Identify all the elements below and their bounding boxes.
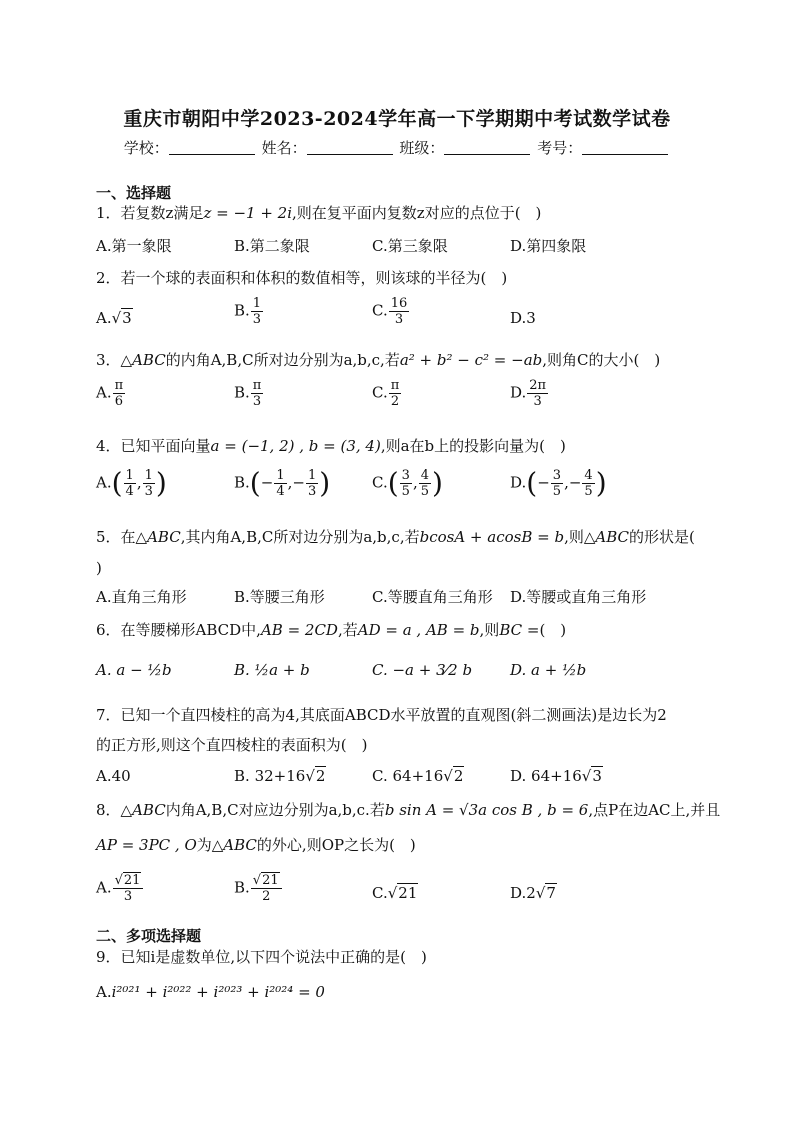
q1-post: ,则在复平面内复数z对应的点位于( )	[292, 204, 542, 222]
q9-a-label: A.	[96, 983, 112, 1001]
q5-option-a[interactable]: A.直角三角形	[96, 588, 187, 606]
question-9: 9．已知i是虚数单位,以下四个说法中正确的是( )	[96, 948, 427, 966]
q4-option-b[interactable]: B.(− $\frac{1}{4}$ ,− $\frac{1}{3}$ )	[234, 466, 331, 500]
q7-option-b[interactable]: B. 32+16√2	[234, 767, 326, 785]
q4-option-d[interactable]: D.(− $\frac{3}{5}$ ,− $\frac{4}{5}$ )	[510, 466, 607, 500]
q7-option-c[interactable]: C. 64+16√2	[372, 767, 464, 785]
q1-option-a[interactable]: A.第一象限	[96, 237, 172, 255]
q8-line2-mid: 为	[196, 836, 212, 854]
question-7-line-2: 的正方形,则这个直四棱柱的表面积为( )	[96, 736, 368, 754]
q8-triangle: △ABC	[120, 801, 166, 819]
q8-pre: 8．	[96, 801, 121, 819]
q8-b-radicand: 21	[262, 873, 279, 888]
q3-option-c[interactable]	[372, 378, 402, 409]
q6-post: ( )	[539, 621, 567, 639]
q4-option-a[interactable]: A.( $\frac{1}{4}$ , $\frac{1}{3}$ )	[96, 466, 167, 500]
q4-c-frac1	[400, 468, 412, 499]
q7-b-label: B.	[234, 767, 250, 785]
q2-a-label: A.	[96, 309, 112, 327]
q3-triangle: △ABC	[120, 351, 166, 369]
q3-a-den: 6	[114, 394, 124, 409]
q4-a-den2: 3	[144, 484, 153, 499]
q2-option-b[interactable]	[234, 296, 264, 327]
q6-mid2: ,则	[479, 621, 500, 639]
q4-c-lparen: (	[387, 466, 399, 500]
q8-d-coef: 2	[526, 884, 536, 902]
q4-d-den2: 5	[584, 484, 593, 499]
q7-d-expr: 64+16	[531, 767, 582, 785]
q3-expr: a² + b² − c² = −ab	[399, 351, 543, 369]
q5-continuation: )	[96, 559, 102, 577]
q2-option-c[interactable]	[372, 296, 410, 327]
school-label: 学校：	[123, 139, 169, 157]
question-8-line-1	[96, 800, 720, 820]
q3-b-num: π	[252, 378, 262, 393]
q4-d-rparen: )	[595, 466, 607, 500]
q8-option-d[interactable]: D.2√7	[510, 884, 556, 902]
section-heading-multi-choice: 二、多项选择题	[96, 927, 202, 945]
q1-option-d[interactable]: D.第四象限	[510, 237, 587, 255]
q9-a-expr: i²⁰²¹ + i²⁰²² + i²⁰²³ + i²⁰²⁴ = 0	[111, 983, 325, 1001]
q8-option-b[interactable]	[234, 873, 283, 904]
q6-expr3: BC =	[499, 621, 540, 639]
q6-mid: ,若	[337, 621, 358, 639]
q3-c-num: π	[390, 378, 400, 393]
q3-option-d[interactable]	[510, 378, 549, 409]
q4-d-frac1	[551, 468, 563, 499]
q3-b-den: 3	[252, 394, 262, 409]
q7-d-radicand: 3	[592, 767, 602, 785]
q2-option-a[interactable]: A.√3	[96, 309, 132, 327]
q8-d-label: D.	[510, 884, 527, 902]
q4-a-frac2	[143, 468, 155, 499]
q4-b-frac1	[274, 468, 286, 499]
q4-c-frac2	[419, 468, 431, 499]
student-info-line	[0, 137, 794, 158]
q7-c-label: C.	[372, 767, 388, 785]
q5-option-b[interactable]: B.等腰三角形	[234, 588, 325, 606]
q3-c-frac	[389, 378, 402, 409]
q8-d-radicand: 7	[546, 884, 556, 902]
question-4	[96, 436, 566, 456]
q4-d-label: D.	[510, 473, 527, 492]
q8-a-den: 3	[123, 889, 133, 904]
q9-option-a[interactable]	[96, 982, 325, 1002]
q5-mid: ,其内角A,B,C所对边分别为a,b,c,若	[180, 528, 420, 546]
q4-c-num1: 3	[401, 468, 410, 483]
q3-a-num: π	[114, 378, 124, 393]
q8-b-frac	[251, 873, 282, 904]
q8-a-num: √21	[113, 873, 144, 889]
q2-option-d[interactable]: D.3	[510, 309, 536, 327]
q4-b-num1: 1	[276, 468, 285, 483]
q7-c-radicand: 2	[453, 767, 464, 785]
q3-a-label: A.	[96, 383, 112, 402]
question-5	[96, 527, 695, 547]
page-title: 重庆市朝阳中学2023-2024学年高一下学期期中考试数学试卷	[123, 108, 671, 130]
q4-d-lparen: (	[526, 466, 538, 500]
q7-b-radicand: 2	[315, 767, 326, 785]
q6-option-c[interactable]: C. −a + 3⁄2 b	[372, 661, 473, 679]
q4-c-num2: 4	[420, 468, 429, 483]
id-blank[interactable]	[582, 140, 668, 155]
q1-pre: 1．若复数z满足	[96, 204, 204, 222]
q8-option-c[interactable]: C.√21	[372, 884, 418, 902]
q5-triangle-2: △ABC	[583, 528, 630, 546]
section-heading-choice: 一、选择题	[96, 184, 172, 202]
q3-b-frac	[251, 378, 264, 409]
q4-expr: a = (−1, 2) , b = (3, 4)	[210, 437, 381, 455]
question-6	[96, 620, 566, 640]
q3-d-den: 3	[533, 394, 542, 409]
q4-c-label: C.	[372, 473, 388, 492]
q8-line2-post: 的外心,则OP之长为( )	[256, 836, 416, 854]
name-label: 姓名：	[261, 139, 307, 157]
q3-d-frac	[527, 378, 548, 409]
q4-a-rparen: )	[155, 466, 167, 500]
q6-option-a[interactable]: A. a − ½b	[96, 661, 172, 679]
q8-b-num: √21	[251, 873, 282, 889]
class-label: 班级：	[399, 139, 445, 157]
q8-expr: b sin A = √3a cos B , b = 6	[384, 801, 589, 819]
question-7-line-1: 7．已知一个直四棱柱的高为4,其底面ABCD水平放置的直观图(斜二测画法)是边长为2	[96, 706, 667, 724]
q4-a-lparen: (	[111, 466, 123, 500]
q6-expr1: AB = 2CD	[260, 621, 338, 639]
q3-b-label: B.	[234, 383, 250, 402]
question-8-line-2	[96, 835, 416, 855]
q3-c-den: 2	[390, 394, 400, 409]
q4-a-label: A.	[96, 473, 112, 492]
q8-a-radicand: 21	[123, 873, 141, 888]
q8-mid: 内角A,B,C对应边分别为a,b,c.若	[165, 801, 385, 819]
class-blank[interactable]	[444, 140, 530, 155]
q6-expr2: AD = a , AB = b	[357, 621, 480, 639]
school-blank[interactable]	[169, 140, 255, 155]
q2-c-num: 16	[390, 296, 408, 311]
q8-c-radicand: 21	[398, 884, 418, 902]
q6-option-b[interactable]: B. ½a + b	[234, 661, 310, 679]
q4-option-c[interactable]: C.( $\frac{3}{5}$ , $\frac{4}{5}$ )	[372, 466, 443, 500]
q4-b-den1: 4	[276, 484, 285, 499]
q3-d-label: D.	[510, 383, 527, 402]
q3-c-label: C.	[372, 383, 388, 402]
q4-b-label: B.	[234, 473, 250, 492]
q7-b-expr: 32+16	[254, 767, 306, 785]
q3-d-num: 2π	[529, 378, 547, 393]
q5-expr: bcosA + acosB = b	[419, 528, 565, 546]
q8-post: ,点P在边AC上,并且	[588, 801, 721, 819]
q4-post: ,则a在b上的投影向量为( )	[380, 437, 566, 455]
q4-a-num1: 1	[125, 468, 134, 483]
q4-a-num2: 1	[144, 468, 153, 483]
q6-option-d[interactable]: D. a + ½b	[510, 661, 587, 679]
q6-pre: 6．在等腰梯形ABCD中,	[96, 621, 261, 639]
q5-option-c[interactable]: C.等腰直角三角形	[372, 588, 493, 606]
q3-pre: 3．	[96, 351, 121, 369]
q5-triangle: △ABC	[135, 528, 181, 546]
q3-option-b[interactable]	[234, 378, 264, 409]
q8-line2-triangle: △ABC	[211, 836, 257, 854]
q1-option-b[interactable]: B.第二象限	[234, 237, 310, 255]
q4-c-den1: 5	[401, 484, 410, 499]
q2-c-frac	[389, 296, 410, 327]
q1-option-c[interactable]: C.第三象限	[372, 237, 448, 255]
name-blank[interactable]	[307, 140, 393, 155]
q2-c-den: 3	[394, 312, 404, 327]
q5-post: ,则	[564, 528, 584, 546]
q8-c-label: C.	[372, 884, 388, 902]
q2-c-label: C.	[372, 301, 388, 320]
q2-b-label: B.	[234, 301, 250, 320]
question-1	[96, 203, 541, 223]
q2-b-num: 1	[252, 296, 262, 311]
q8-a-frac	[113, 873, 144, 904]
q7-option-d[interactable]: D. 64+16√3	[510, 767, 602, 785]
q4-a-frac1	[124, 468, 136, 499]
q7-d-label: D.	[510, 767, 527, 785]
question-2: 2．若一个球的表面积和体积的数值相等，则该球的半径为( )	[96, 269, 508, 287]
q3-option-a[interactable]	[96, 378, 126, 409]
q3-mid: 的内角A,B,C所对边分别为a,b,c,若	[165, 351, 400, 369]
q5-option-d[interactable]: D.等腰或直角三角形	[510, 588, 647, 606]
q8-line2-expr: AP = 3PC , O	[96, 836, 197, 854]
question-3	[96, 350, 660, 370]
q5-post2: 的形状是(	[629, 528, 695, 546]
q3-post: ,则角C的大小( )	[542, 351, 661, 369]
q4-d-frac2	[582, 468, 594, 499]
q3-a-frac	[113, 378, 126, 409]
q4-d-den1: 5	[552, 484, 562, 499]
q5-pre: 5．在	[96, 528, 136, 546]
q4-b-den2: 3	[307, 484, 317, 499]
q4-d-num1: 3	[552, 468, 562, 483]
q1-expr: z = −1 + 2i	[203, 204, 293, 222]
q4-c-den2: 5	[420, 484, 429, 499]
q4-a-den1: 4	[125, 484, 134, 499]
q4-b-rparen: )	[319, 466, 331, 500]
q7-option-a[interactable]: A.40	[96, 767, 131, 785]
q7-c-expr: 64+16	[392, 767, 444, 785]
q4-b-num2: 1	[307, 468, 317, 483]
q4-b-lparen: (	[249, 466, 261, 500]
q8-option-a[interactable]	[96, 873, 144, 904]
q8-b-den: 2	[262, 889, 271, 904]
q4-pre: 4．已知平面向量	[96, 437, 211, 455]
q4-c-rparen: )	[432, 466, 443, 500]
q8-b-label: B.	[234, 878, 250, 897]
q8-a-label: A.	[96, 878, 112, 897]
q4-b-frac2	[306, 468, 318, 499]
q4-d-num2: 4	[584, 468, 593, 483]
q2-a-radicand: 3	[122, 309, 132, 327]
q2-b-frac	[251, 296, 263, 327]
q2-b-den: 3	[252, 312, 262, 327]
id-label: 考号：	[537, 139, 583, 157]
